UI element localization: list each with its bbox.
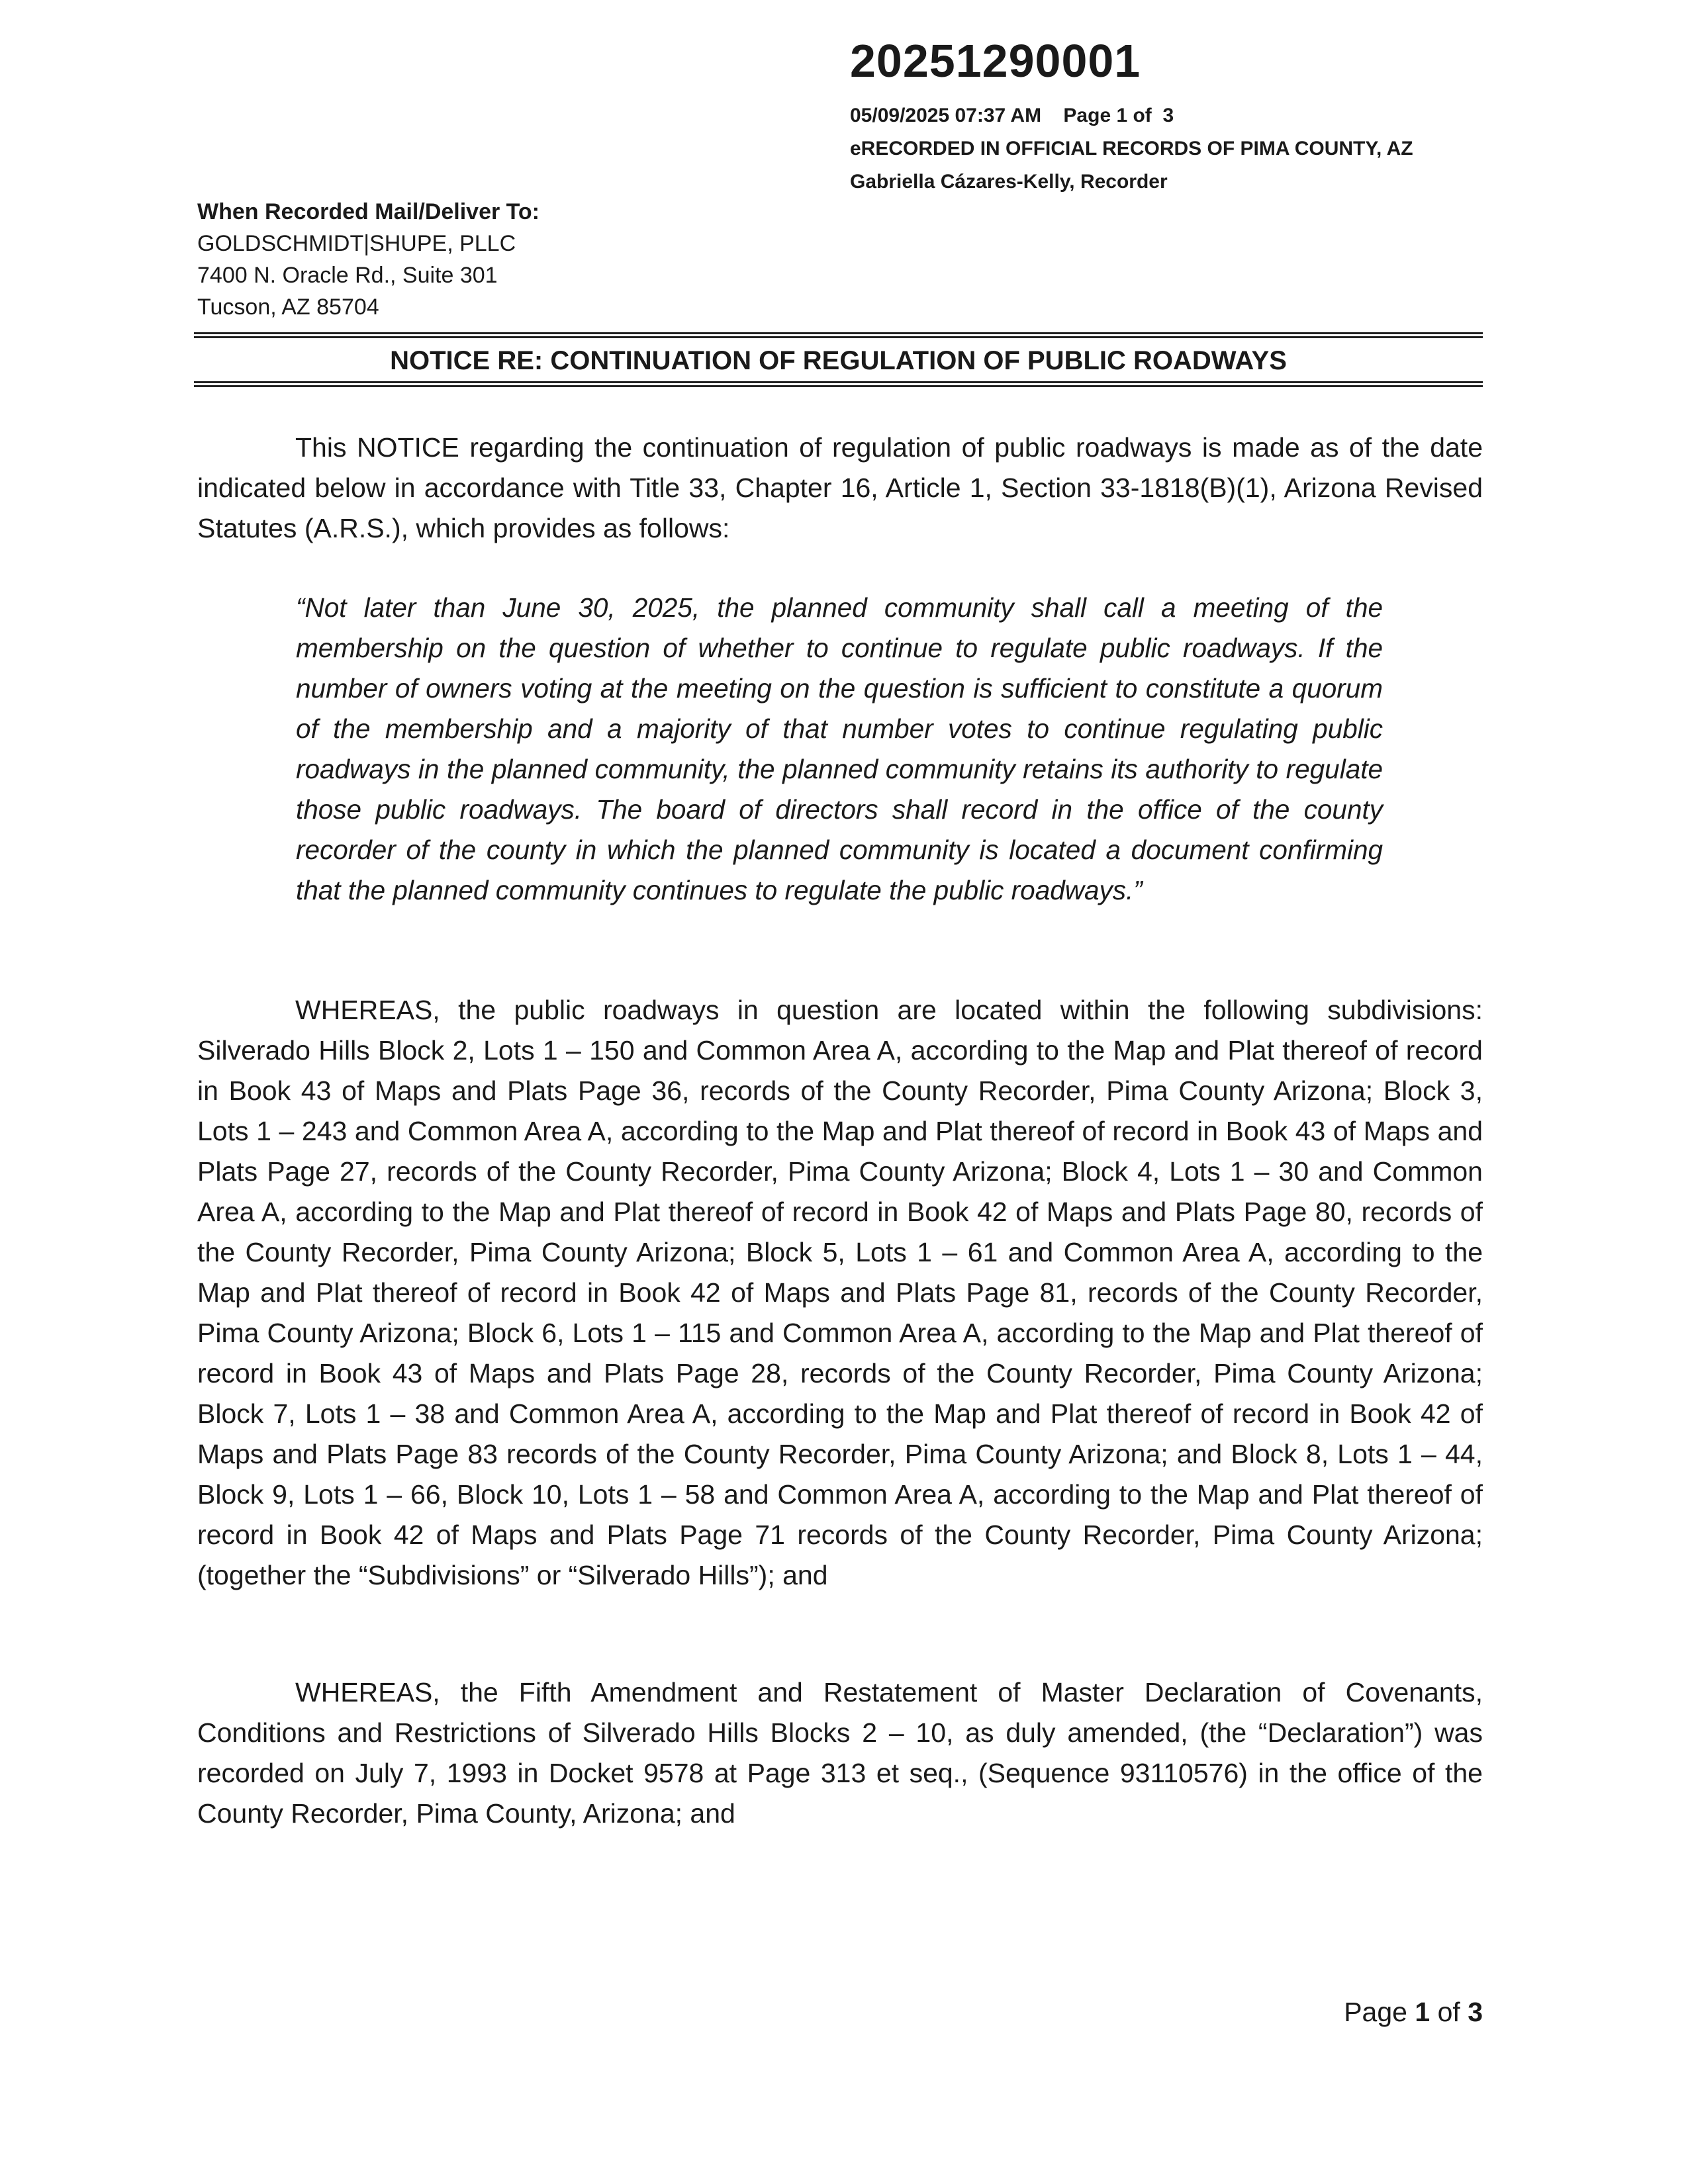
mail-to-line: Tucson, AZ 85704 xyxy=(197,295,379,320)
mail-to-block xyxy=(197,196,539,323)
intro-text: This NOTICE regarding the continuation of regulation of public roadways is made as of the date indicated below in accordance with Title 33, Chapter 16, Article 1, Section 33-1818(B)(1), Arizona Revised Statutes (A.R.S.), which provides as follows: xyxy=(197,432,1483,543)
mail-to-line: 7400 N. Oracle Rd., Suite 301 xyxy=(197,263,498,288)
whereas-declaration-paragraph xyxy=(197,1672,1483,1834)
page-number: 1 xyxy=(1415,1997,1430,2027)
recording-stamp xyxy=(850,34,1413,199)
recorder-name-line: Gabriella Cázares-Kelly, Recorder xyxy=(850,171,1168,193)
page-footer xyxy=(1344,1992,1483,2032)
document-title: NOTICE RE: CONTINUATION OF REGULATION OF PUBLIC ROADWAYS xyxy=(390,346,1287,375)
title-rule-bottom xyxy=(194,381,1483,383)
whereas-declaration-text: WHEREAS, the Fifth Amendment and Restatement of Master Declaration of Covenants, Conditions and Restrictions of Silverado Hills Blocks 2 – 10, as duly amended, (the “Declaration”) was recorded on July 7, 1993 in Docket 9578 at Page 313 et seq., (Sequence 93110576) in the office of the County Recorder, Pima County, Arizona; and xyxy=(197,1677,1483,1829)
mail-to-heading: When Recorded Mail/Deliver To: xyxy=(197,199,540,224)
title-rule-top-inner xyxy=(194,336,1483,338)
page-label: Page xyxy=(1344,1997,1407,2027)
whereas-subdivisions-text: WHEREAS, the public roadways in question are located within the following subdivisions: Silverado Hills Block 2, Lots 1 – 150 and Common Area A, according to the Map and Plat thereof of record in Book 43 of Maps and Plats Page 36, records of the County Recorder, Pima County Arizona; Block 3, Lots 1 – 243 and Common Area A, according to the Map and Plat thereof of record in Book 43 of Maps and Plats Page 27, records of the County Recorder, Pima County Arizona; Block 4, Lots 1 – 30 and Common Area A, according to the Map and Plat thereof of record in Book 42 of Maps and Plats Page 80, records of the County Recorder, Pima County Arizona; Block 5, Lots 1 – 61 and Common Area A, according to the Map and Plat thereof of record in Book 42 of Maps and Plats Page 81, records of the County Recorder, Pima County Arizona; Block 6, Lots 1 – 115 and Common Area A, according to the Map and Plat thereof of record in Book 43 of Maps and Plats Page 28, records of the County Recorder, Pima County Arizona; Block 7, Lots 1 – 38 and Common Area A, according to the Map and Plat thereof of record in Book 42 of Maps and Plats Page 83 records of the County Recorder, Pima County Arizona; and Block 8, Lots 1 – 44, Block 9, Lots 1 – 66, Block 10, Lots 1 – 58 and Common Area A, according to the Map and Plat thereof of record in Book 42 of Maps and Plats Page 71 records of the County Recorder, Pima County Arizona; (together the “Subdivisions” or “Silverado Hills”); and xyxy=(197,995,1483,1590)
title-rule-top xyxy=(194,332,1483,334)
recording-date-line: 05/09/2025 07:37 AM Page 1 of 3 xyxy=(850,105,1174,126)
total-pages: 3 xyxy=(1468,1997,1483,2027)
page-of-label: of xyxy=(1437,1997,1460,2027)
statute-quote: “Not later than June 30, 2025, the planned community shall call a meeting of the membership on the question of whether to continue to regulate public roadways. If the number of owners voting at the meeting on the question is sufficient to constitute a quorum of the membership and a majority of that number votes to continue regulating public roadways in the planned community, the planned community retains its authority to regulate those public roadways. The board of directors shall record in the office of the county recorder of the county in which the planned community is located a document confirming that the planned community continues to regulate the public roadways.” xyxy=(296,592,1383,905)
title-rule-bottom-inner xyxy=(194,385,1483,387)
whereas-subdivisions-paragraph xyxy=(197,990,1483,1596)
recording-office-line: eRECORDED IN OFFICIAL RECORDS OF PIMA COUNTY, AZ xyxy=(850,138,1413,159)
intro-paragraph xyxy=(197,428,1483,549)
mail-to-line: GOLDSCHMIDT|SHUPE, PLLC xyxy=(197,231,516,256)
recording-number: 20251290001 xyxy=(850,35,1141,87)
